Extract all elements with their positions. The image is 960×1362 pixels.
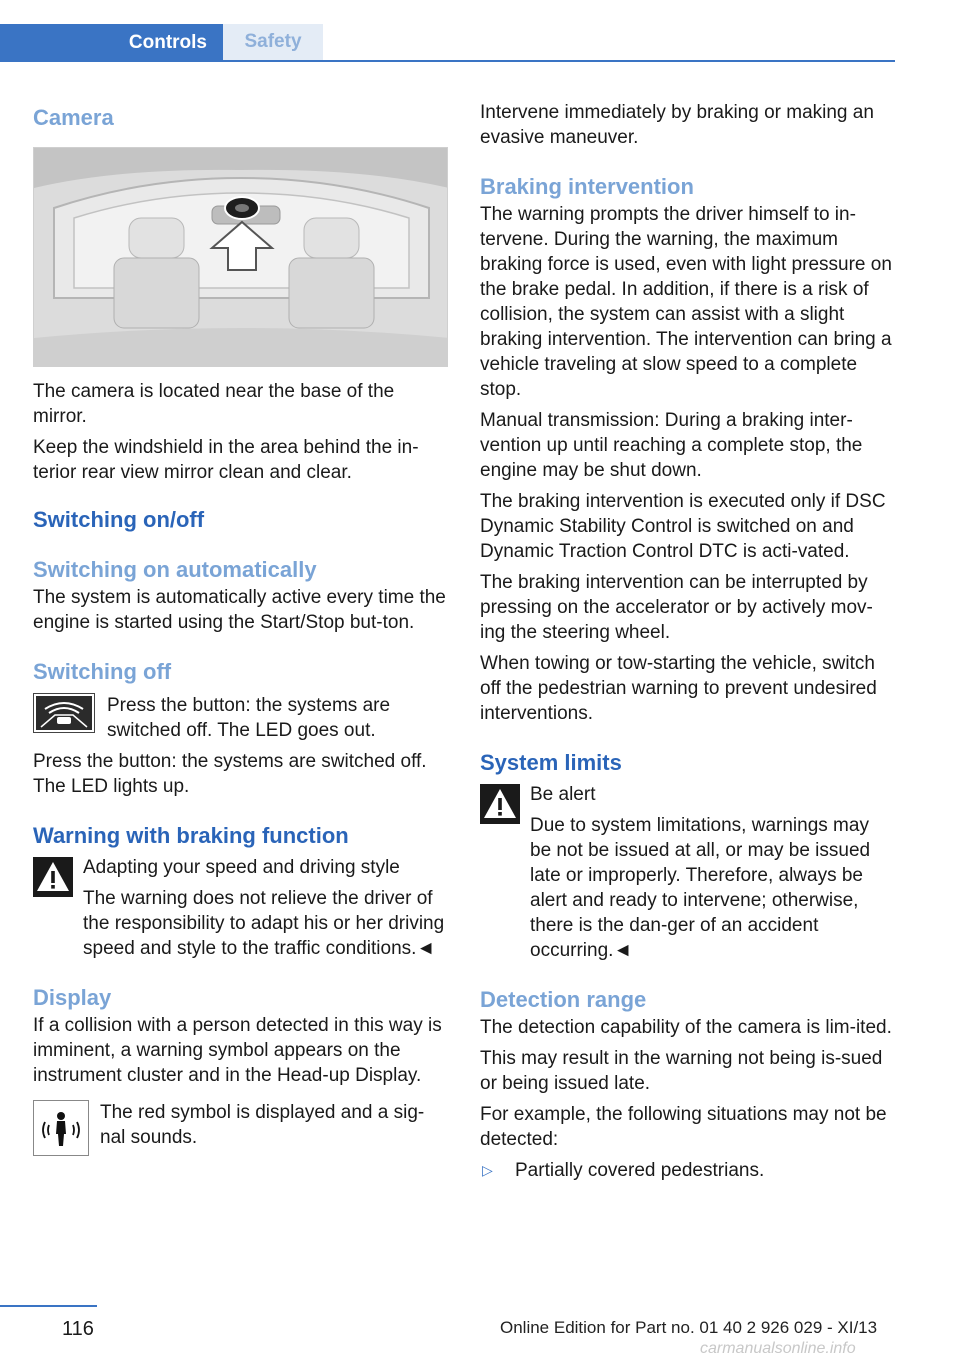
warning-body-first (33, 886, 449, 961)
detection-heading: Detection range (480, 987, 647, 1012)
limits-title: Be alert (530, 784, 596, 805)
footer-rule (0, 1305, 97, 1307)
left-column (33, 100, 449, 1150)
camera-heading: Camera (33, 105, 114, 130)
header-rule (0, 60, 895, 62)
auto-paragraph: The system is automatically active every time the engine is started using the Start/Stop but‐ton. (33, 587, 446, 633)
off-heading: Switching off (33, 659, 172, 684)
detection-paragraph-2: This may result in the warning not being is‐sued or being issued late. (480, 1048, 883, 1094)
braking-heading: Braking intervention (480, 174, 694, 199)
detection-paragraph-3: For example, the following situations may not be detected: (480, 1104, 887, 1150)
switching-heading: Switching on/off (33, 507, 205, 532)
detection-paragraph-1: The detection capability of the camera is lim‐ited. (480, 1017, 892, 1038)
warning-notice (33, 855, 449, 961)
bullet-text: Partially covered pedestrians. (515, 1160, 765, 1181)
braking-paragraph-1: The warning prompts the driver himself to in‐tervene. During the warning, the maximum braking force is used, even with light pressure on the brake pedal. In addition, if there is a risk of collision, the system can assist with a slight braking intervention. The intervention can bring a vehicle traveling at slow speed to a complete stop. (480, 204, 892, 400)
braking-paragraph-5: When towing or tow-starting the vehicle, switch off the pedestrian warning to prevent undesired interventions. (480, 653, 877, 724)
braking-paragraph-3: The braking intervention is executed only if DSC Dynamic Stability Control is switched on and Dynamic Traction Control DTC is acti‐vated. (480, 491, 886, 562)
bullet-triangle-icon: ▷ (482, 1162, 493, 1178)
warning-heading: Warning with braking function (33, 823, 349, 848)
camera-paragraph-1: The camera is located near the base of the mirror. (33, 381, 395, 427)
warning-title: Adapting your speed and driving style (83, 857, 400, 878)
warning-triangle-icon (33, 857, 73, 902)
limits-body: Due to system limitations, warnings may be not be issued at all, or may be issued late or improperly. Therefore, always be alert and ready to intervene; otherwise, there is the dan‐ger of an accident occurring.◄ (530, 815, 871, 961)
braking-paragraph-2: Manual transmission: During a braking inter‐vention up until reaching a complete stop, the engine may be shut down. (480, 410, 863, 481)
off-paragraph: Press the button: the systems are switched off. The LED lights up. (33, 751, 427, 797)
warning-triangle-icon (480, 784, 520, 829)
auto-heading: Switching on automatically (33, 557, 317, 582)
tab-controls[interactable]: Controls (0, 24, 223, 62)
braking-paragraph-4: The braking intervention can be interrupted by pressing on the accelerator or by actively mov‐ing the steering wheel. (480, 572, 873, 643)
header-tabs (0, 24, 895, 62)
off-icon-text: Press the button: the systems are switched off. The LED goes out. (107, 695, 391, 741)
pedestrian-symbol-icon (33, 1100, 89, 1161)
right-column (480, 100, 892, 1183)
display-icon-text: The red symbol is displayed and a sig‐nal sounds. (100, 1102, 425, 1148)
camera-paragraph-2: Keep the windshield in the area behind the in‐terior rear view mirror clean and clear. (33, 437, 419, 483)
display-paragraph: If a collision with a person detected in this way is imminent, a warning symbol appears on the instrument cluster and in the Head-up Display. (33, 1015, 442, 1086)
warning-body: The warning does not relieve the driver of the responsibility to adapt his or her driving speed and style to the traffic conditions.◄ (83, 888, 445, 959)
limits-heading: System limits (480, 750, 622, 775)
display-heading: Display (33, 985, 112, 1010)
edition-text: Online Edition for Part no. 01 40 2 926 029 - XI/13 (500, 1318, 878, 1337)
list-item (480, 1158, 892, 1183)
display-icon-row (33, 1100, 449, 1150)
limits-notice (480, 782, 892, 963)
off-icon-row (33, 693, 449, 743)
page-number: 116 (62, 1318, 94, 1340)
watermark: carmanualsonline.info (700, 1340, 856, 1357)
pedestrian-warning-button-icon (33, 693, 95, 738)
tab-safety[interactable]: Safety (223, 24, 323, 60)
intro-paragraph: Intervene immediately by braking or making an evasive maneuver. (480, 102, 874, 148)
camera-location-image (33, 147, 448, 367)
